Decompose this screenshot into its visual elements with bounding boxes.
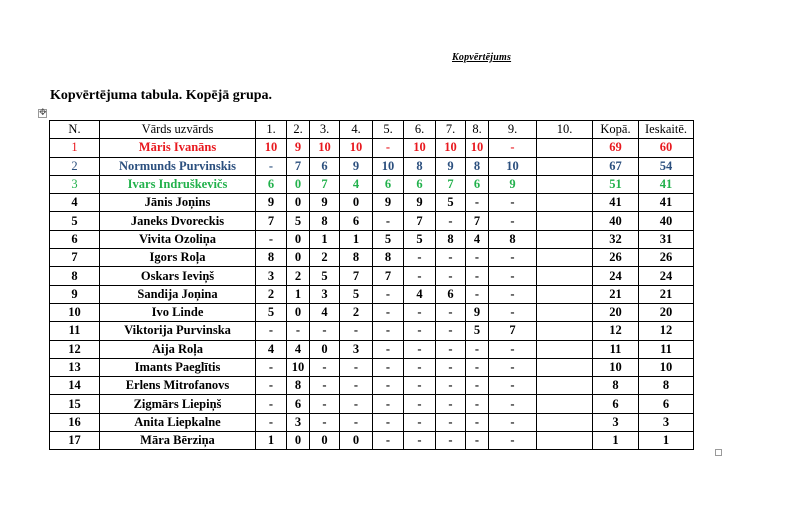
score-cell: 4	[404, 285, 436, 303]
name-cell: Vivita Ozoliņa	[100, 230, 256, 248]
name-cell: Oskars Ieviņš	[100, 267, 256, 285]
total-cell: 69	[593, 139, 639, 157]
counted-cell: 21	[639, 285, 694, 303]
score-cell: 5	[436, 194, 466, 212]
score-cell: -	[489, 395, 537, 413]
score-cell: 9	[489, 175, 537, 193]
rank-cell: 11	[50, 322, 100, 340]
score-cell: -	[310, 413, 340, 431]
header-row	[50, 121, 694, 139]
score-cell: 4	[256, 340, 287, 358]
name-cell: Sandija Joņina	[100, 285, 256, 303]
score-cell: 10	[466, 139, 489, 157]
score-cell: -	[404, 413, 436, 431]
score-cell: -	[489, 340, 537, 358]
score-cell: 10	[256, 139, 287, 157]
counted-cell: 40	[639, 212, 694, 230]
score-cell: 8	[256, 249, 287, 267]
counted-cell: 11	[639, 340, 694, 358]
name-cell: Viktorija Purvinska	[100, 322, 256, 340]
score-cell	[537, 139, 593, 157]
score-cell: 3	[340, 340, 373, 358]
score-cell: -	[373, 377, 404, 395]
score-cell: -	[404, 267, 436, 285]
score-cell: -	[489, 139, 537, 157]
rank-cell: 13	[50, 358, 100, 376]
score-cell: -	[373, 285, 404, 303]
header-cell-round-2: 2.	[287, 121, 310, 139]
score-cell: 1	[287, 285, 310, 303]
total-cell: 8	[593, 377, 639, 395]
score-cell	[537, 194, 593, 212]
counted-cell: 8	[639, 377, 694, 395]
table-row	[50, 175, 694, 193]
score-cell: -	[404, 303, 436, 321]
rank-cell: 12	[50, 340, 100, 358]
score-cell: 9	[436, 157, 466, 175]
counted-cell: 60	[639, 139, 694, 157]
score-cell: 9	[404, 194, 436, 212]
score-cell: -	[466, 377, 489, 395]
score-cell: -	[404, 249, 436, 267]
name-cell: Ivo Linde	[100, 303, 256, 321]
score-cell: 2	[256, 285, 287, 303]
rank-cell: 9	[50, 285, 100, 303]
rank-cell: 2	[50, 157, 100, 175]
score-cell: -	[489, 303, 537, 321]
score-cell: -	[310, 395, 340, 413]
score-cell: 9	[340, 157, 373, 175]
score-cell	[537, 267, 593, 285]
score-cell: -	[404, 322, 436, 340]
score-cell: -	[466, 267, 489, 285]
counted-cell: 26	[639, 249, 694, 267]
name-cell: Jānis Joņins	[100, 194, 256, 212]
table-row	[50, 212, 694, 230]
header-cell-round-5: 5.	[373, 121, 404, 139]
results-table	[49, 120, 694, 450]
score-cell: -	[310, 358, 340, 376]
header-cell-counted: Ieskaitē.	[639, 121, 694, 139]
score-cell: 0	[287, 249, 310, 267]
name-cell: Igors Roļa	[100, 249, 256, 267]
total-cell: 51	[593, 175, 639, 193]
score-cell	[537, 249, 593, 267]
rank-cell: 16	[50, 413, 100, 431]
counted-cell: 24	[639, 267, 694, 285]
score-cell: -	[466, 432, 489, 450]
table-row	[50, 230, 694, 248]
score-cell: -	[466, 413, 489, 431]
counted-cell: 1	[639, 432, 694, 450]
score-cell: -	[489, 432, 537, 450]
rank-cell: 17	[50, 432, 100, 450]
score-cell: -	[436, 413, 466, 431]
score-cell: -	[489, 267, 537, 285]
score-cell: 8	[436, 230, 466, 248]
header-cell-round-9: 9.	[489, 121, 537, 139]
table-row	[50, 157, 694, 175]
score-cell	[537, 157, 593, 175]
score-cell: 4	[466, 230, 489, 248]
score-cell: 10	[489, 157, 537, 175]
score-cell: -	[404, 358, 436, 376]
name-cell: Māris Ivanāns	[100, 139, 256, 157]
score-cell: -	[256, 395, 287, 413]
score-cell	[537, 285, 593, 303]
score-cell: -	[256, 157, 287, 175]
total-cell: 6	[593, 395, 639, 413]
rank-cell: 8	[50, 267, 100, 285]
score-cell: 3	[310, 285, 340, 303]
score-cell: 0	[340, 194, 373, 212]
counted-cell: 31	[639, 230, 694, 248]
score-cell: 6	[404, 175, 436, 193]
header-cell-total: Kopā.	[593, 121, 639, 139]
score-cell: -	[373, 395, 404, 413]
score-cell: -	[489, 358, 537, 376]
total-cell: 10	[593, 358, 639, 376]
total-cell: 24	[593, 267, 639, 285]
score-cell: 7	[436, 175, 466, 193]
score-cell: -	[466, 285, 489, 303]
score-cell	[537, 413, 593, 431]
score-cell: 5	[404, 230, 436, 248]
score-cell: 7	[256, 212, 287, 230]
table-row	[50, 395, 694, 413]
counted-cell: 10	[639, 358, 694, 376]
counted-cell: 20	[639, 303, 694, 321]
score-cell: 4	[340, 175, 373, 193]
name-cell: Erlens Mitrofanovs	[100, 377, 256, 395]
score-cell: -	[436, 322, 466, 340]
score-cell: -	[436, 303, 466, 321]
score-cell: 6	[256, 175, 287, 193]
rank-cell: 7	[50, 249, 100, 267]
score-cell: -	[340, 395, 373, 413]
score-cell: 8	[489, 230, 537, 248]
score-cell: 7	[287, 157, 310, 175]
score-cell	[537, 395, 593, 413]
score-cell: -	[256, 413, 287, 431]
score-cell: 0	[310, 432, 340, 450]
score-cell: -	[489, 285, 537, 303]
score-cell	[537, 303, 593, 321]
header-cell-round-8: 8.	[466, 121, 489, 139]
rank-cell: 5	[50, 212, 100, 230]
score-cell: 8	[340, 249, 373, 267]
score-cell: -	[404, 377, 436, 395]
table-row	[50, 139, 694, 157]
total-cell: 11	[593, 340, 639, 358]
score-cell	[537, 432, 593, 450]
table-row	[50, 322, 694, 340]
name-cell: Ivars Indruškevičs	[100, 175, 256, 193]
score-cell: 4	[310, 303, 340, 321]
score-cell: 5	[373, 230, 404, 248]
score-cell: 0	[287, 432, 310, 450]
total-cell: 21	[593, 285, 639, 303]
table-row	[50, 377, 694, 395]
score-cell: -	[340, 413, 373, 431]
score-cell: 4	[287, 340, 310, 358]
score-cell: 6	[310, 157, 340, 175]
header-cell-round-4: 4.	[340, 121, 373, 139]
rank-cell: 15	[50, 395, 100, 413]
score-cell: -	[489, 212, 537, 230]
rank-cell: 6	[50, 230, 100, 248]
total-cell: 3	[593, 413, 639, 431]
score-cell	[537, 230, 593, 248]
score-cell: -	[340, 322, 373, 340]
score-cell: 10	[310, 139, 340, 157]
score-cell: 10	[373, 157, 404, 175]
header-cell-round-1: 1.	[256, 121, 287, 139]
header-cell-round-7: 7.	[436, 121, 466, 139]
score-cell: 5	[287, 212, 310, 230]
score-cell: -	[256, 358, 287, 376]
header-cell-name: Vārds uzvārds	[100, 121, 256, 139]
rank-cell: 3	[50, 175, 100, 193]
counted-cell: 3	[639, 413, 694, 431]
score-cell: 8	[373, 249, 404, 267]
score-cell: 2	[340, 303, 373, 321]
score-cell: -	[373, 413, 404, 431]
score-cell: 7	[404, 212, 436, 230]
rank-cell: 10	[50, 303, 100, 321]
score-cell	[537, 358, 593, 376]
score-cell: 2	[310, 249, 340, 267]
score-cell: -	[310, 322, 340, 340]
score-cell: -	[436, 395, 466, 413]
score-cell: 5	[310, 267, 340, 285]
score-cell: -	[436, 212, 466, 230]
score-cell: -	[373, 322, 404, 340]
header-cell-round-10: 10.	[537, 121, 593, 139]
score-cell: 10	[287, 358, 310, 376]
table-row	[50, 285, 694, 303]
name-cell: Anita Liepkalne	[100, 413, 256, 431]
score-cell: -	[466, 358, 489, 376]
score-cell: -	[436, 267, 466, 285]
score-cell	[537, 175, 593, 193]
score-cell: 3	[287, 413, 310, 431]
counted-cell: 54	[639, 157, 694, 175]
total-cell: 20	[593, 303, 639, 321]
score-cell: 8	[310, 212, 340, 230]
score-cell: 6	[287, 395, 310, 413]
score-cell: -	[256, 230, 287, 248]
score-cell: -	[373, 303, 404, 321]
name-cell: Normunds Purvinskis	[100, 157, 256, 175]
table-body	[50, 139, 694, 450]
counted-cell: 12	[639, 322, 694, 340]
score-cell: -	[436, 340, 466, 358]
score-cell: -	[489, 194, 537, 212]
score-cell: 7	[310, 175, 340, 193]
score-cell: 6	[340, 212, 373, 230]
header-cell-n: N.	[50, 121, 100, 139]
score-cell: -	[287, 322, 310, 340]
score-cell: -	[373, 432, 404, 450]
score-cell	[537, 340, 593, 358]
score-cell: 9	[466, 303, 489, 321]
score-cell: 9	[310, 194, 340, 212]
total-cell: 12	[593, 322, 639, 340]
score-cell: -	[373, 139, 404, 157]
score-cell: 1	[310, 230, 340, 248]
total-cell: 41	[593, 194, 639, 212]
score-cell: 10	[340, 139, 373, 157]
header-cell-round-6: 6.	[404, 121, 436, 139]
counted-cell: 6	[639, 395, 694, 413]
counted-cell: 41	[639, 175, 694, 193]
score-cell: 6	[466, 175, 489, 193]
score-cell: 10	[404, 139, 436, 157]
score-cell: -	[436, 358, 466, 376]
score-cell: 10	[436, 139, 466, 157]
score-cell: -	[489, 249, 537, 267]
score-cell: 5	[340, 285, 373, 303]
score-cell: 0	[340, 432, 373, 450]
total-cell: 40	[593, 212, 639, 230]
score-cell: 3	[256, 267, 287, 285]
score-cell: -	[404, 340, 436, 358]
score-cell: 0	[287, 175, 310, 193]
header-cell-round-3: 3.	[310, 121, 340, 139]
name-cell: Zigmārs Liepiņš	[100, 395, 256, 413]
score-cell: -	[489, 377, 537, 395]
score-cell: -	[256, 377, 287, 395]
score-cell: -	[373, 340, 404, 358]
total-cell: 67	[593, 157, 639, 175]
name-cell: Aija Roļa	[100, 340, 256, 358]
rank-cell: 14	[50, 377, 100, 395]
name-cell: Janeks Dvoreckis	[100, 212, 256, 230]
score-cell: 1	[256, 432, 287, 450]
score-cell: 0	[287, 303, 310, 321]
name-cell: Imants Paeglītis	[100, 358, 256, 376]
table-resize-handle-icon[interactable]	[715, 449, 722, 456]
score-cell: 8	[287, 377, 310, 395]
score-cell: 9	[256, 194, 287, 212]
score-cell: -	[436, 377, 466, 395]
score-cell: 9	[373, 194, 404, 212]
score-cell: 8	[404, 157, 436, 175]
score-cell: -	[466, 340, 489, 358]
table-caption: Kopvērtējuma tabula. Kopējā grupa.	[50, 88, 273, 103]
rank-cell: 1	[50, 139, 100, 157]
counted-cell: 41	[639, 194, 694, 212]
total-cell: 32	[593, 230, 639, 248]
score-cell: 5	[466, 322, 489, 340]
score-cell: -	[310, 377, 340, 395]
score-cell: 0	[287, 230, 310, 248]
score-cell: -	[373, 358, 404, 376]
score-cell: 7	[489, 322, 537, 340]
score-cell: 6	[373, 175, 404, 193]
table-row	[50, 249, 694, 267]
score-cell: -	[466, 249, 489, 267]
score-cell: -	[466, 194, 489, 212]
score-cell: -	[489, 413, 537, 431]
score-cell: 9	[287, 139, 310, 157]
score-cell: 8	[466, 157, 489, 175]
score-cell	[537, 377, 593, 395]
score-cell: 7	[466, 212, 489, 230]
table-row	[50, 340, 694, 358]
score-cell: 7	[373, 267, 404, 285]
score-cell	[537, 322, 593, 340]
table-row	[50, 413, 694, 431]
score-cell: 0	[287, 194, 310, 212]
score-cell	[537, 212, 593, 230]
table-row	[50, 303, 694, 321]
total-cell: 26	[593, 249, 639, 267]
score-cell: -	[404, 395, 436, 413]
score-cell: 2	[287, 267, 310, 285]
score-cell: 6	[436, 285, 466, 303]
score-cell: -	[436, 432, 466, 450]
table-move-handle-icon[interactable]: ✥	[39, 108, 47, 118]
total-cell: 1	[593, 432, 639, 450]
score-cell: 1	[340, 230, 373, 248]
score-cell: 5	[256, 303, 287, 321]
document-title: Kopvērtējums	[452, 52, 512, 63]
name-cell: Māra Bērziņa	[100, 432, 256, 450]
score-cell: 0	[310, 340, 340, 358]
score-cell: -	[340, 377, 373, 395]
score-cell: -	[373, 212, 404, 230]
table-row	[50, 194, 694, 212]
score-cell: -	[404, 432, 436, 450]
score-cell: -	[466, 395, 489, 413]
score-cell: -	[340, 358, 373, 376]
score-cell: -	[436, 249, 466, 267]
table-row	[50, 358, 694, 376]
rank-cell: 4	[50, 194, 100, 212]
score-cell: 7	[340, 267, 373, 285]
table-row	[50, 267, 694, 285]
score-cell: -	[256, 322, 287, 340]
table-row	[50, 432, 694, 450]
